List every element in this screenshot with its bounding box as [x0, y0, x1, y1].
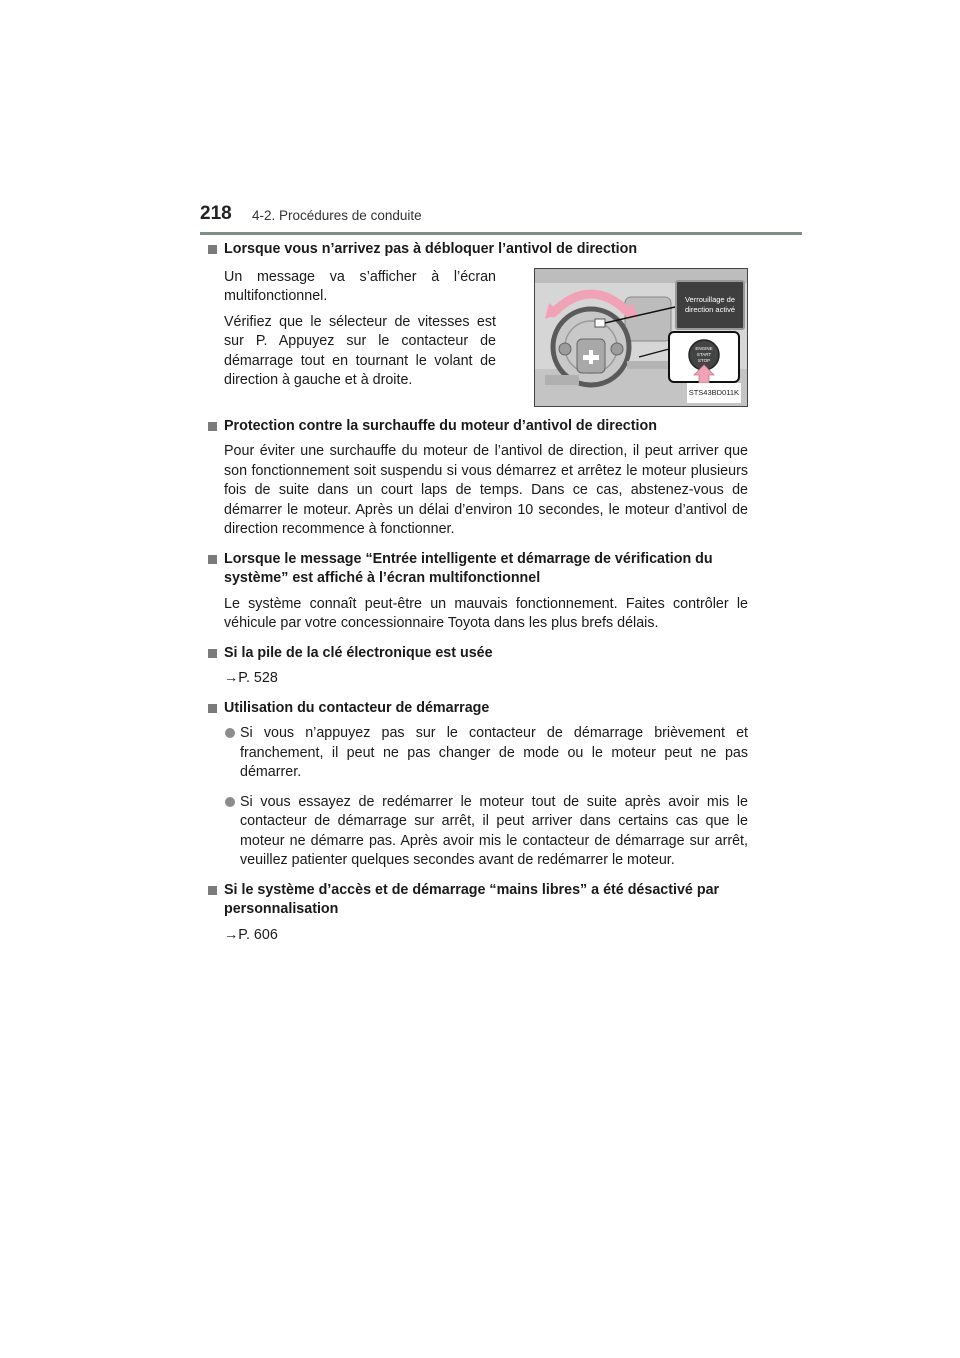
figure-text	[208, 268, 496, 407]
heading-key-battery: Si la pile de la clé électronique est usée	[208, 644, 748, 664]
svg-text:STOP: STOP	[697, 357, 711, 363]
section-title: 4-2. Procédures de conduite	[252, 208, 422, 223]
paragraph: Pour éviter une surchauffe du moteur de l’antivol de direction, il peut arriver que son fonctionnement soit suspendu si vous démarrez et arrêtez le moteur plusieurs fois de suite dans un court laps de temps. Dans ce cas, abstenez-vous de démarrer le moteur. Après un délai d’environ 10 secondes, le moteur d’antivol de direction recommence à fonctionner.	[224, 443, 748, 537]
page-reference-link[interactable]: →P. 528	[224, 670, 278, 686]
page-reference-link[interactable]: →P. 606	[224, 926, 278, 943]
lock-callout: Verrouillage de direction activé	[675, 280, 745, 330]
svg-text:START: START	[696, 351, 712, 357]
heading-start-switch: Utilisation du contacteur de démarrage	[208, 699, 748, 719]
header-rule	[200, 232, 802, 235]
page-content	[208, 240, 748, 945]
figure-row	[208, 268, 748, 407]
heading-overheat: Protection contre la surchauffe du moteur d’antivol de direction	[208, 417, 748, 437]
svg-text:ENGINE: ENGINE	[695, 345, 713, 351]
heading-system-message: Lorsque le message “Entrée intelligente et démarrage de vérification du système” est affiché à l’écran multifonctionnel	[208, 550, 748, 589]
square-marker-icon	[208, 422, 217, 431]
square-marker-icon	[208, 555, 217, 564]
square-marker-icon	[208, 886, 217, 895]
steering-wheel-illustration	[534, 268, 748, 407]
square-marker-icon	[208, 649, 217, 658]
paragraph: Le système connaît peut-être un mauvais fonctionnement. Faites contrôler le véhicule par votre concessionnaire Toyota dans les plus brefs délais.	[224, 595, 748, 631]
square-marker-icon	[208, 704, 217, 713]
bullet-dot-icon	[225, 797, 235, 807]
paragraph: Un message va s’afficher à l’écran multifonctionnel.	[224, 268, 496, 304]
heading-steering-lock: Lorsque vous n’arrivez pas à débloquer l’antivol de direction	[208, 240, 748, 260]
bullet-dot-icon	[225, 728, 235, 738]
figure-code: STS43BD011K	[687, 383, 741, 403]
square-marker-icon	[208, 245, 217, 254]
bullet-item: Si vous n’appuyez pas sur le contacteur de démarrage brièvement et franchement, il peut ne pas changer de mode ou le moteur peut ne pas démarrer.	[208, 724, 748, 783]
paragraph: Vérifiez que le sélecteur de vitesses est sur P. Appuyez sur le contacteur de démarrage tout en tournant le volant de direction à gauche et à droite.	[224, 313, 496, 388]
page-number: 218	[200, 203, 232, 224]
bullet-item: Si vous essayez de redémarrer le moteur tout de suite après avoir mis le contacteur de démarrage sur arrêt, il peut arriver dans certains cas que le moteur ne démarre pas. Après avoir mis le contacteur de démarrage sur arrêt, veuillez patienter quelques secondes avant de redémarrer le moteur.	[208, 793, 748, 871]
page-header	[0, 0, 960, 240]
heading-customization: Si le système d’accès et de démarrage “mains libres” a été désactivé par personnalisation	[208, 881, 748, 920]
